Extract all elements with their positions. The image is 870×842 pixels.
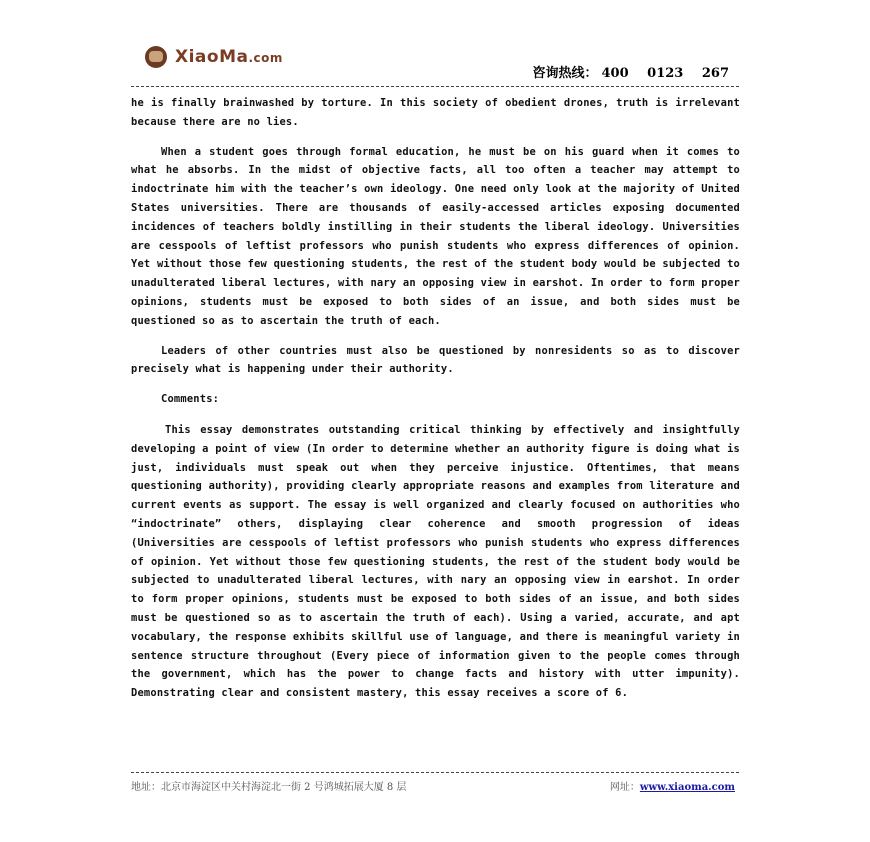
logo-text-suffix: .com — [248, 51, 283, 65]
paragraph-formal-education: When a student goes through formal education, he must be on his guard when it comes to what he absorbs. In the midst of objective facts, all too often a teacher may attempt to indoctrinate him with the teacher’s own ideology. One need only look at the majority of United States universities. There are thousands of easily-accessed articles exposing documented incidences of teachers boldly instilling in their students the liberal ideology. Universities are cesspools of leftist professors who punish students who express differences of opinion. Yet without those few questioning students, the rest of the student body would be subjected to unadulterated liberal lectures, with nary an opposing view in earshot. In order to form proper opinions, students must be exposed to both sides of an issue, and both sides must be questioned so as to ascertain the truth of each. — [131, 145, 740, 327]
paragraph-continuation: he is finally brainwashed by torture. In this society of obedient drones, truth is irrelevant because there are no lies. — [131, 97, 740, 128]
paragraph-leaders: Leaders of other countries must also be questioned by nonresidents so as to discover precisely what is happening under their authority. — [131, 344, 740, 376]
footer-divider — [131, 772, 739, 773]
footer-address: 地址：北京市海淀区中关村海淀北一街 2 号鸿城拓展大厦 8 层 — [131, 782, 407, 793]
document-body — [131, 94, 740, 714]
hotline-number: 400 0123 267 — [601, 66, 729, 81]
header-divider — [131, 86, 739, 87]
comment-text: This essay demonstrates outstanding critical thinking by effectively and insightfully developing a point of view (In order to determine whether an authority figure is doing what is just, individuals must speak out when they perceive injustice. Oftentimes, that means questioning authority), providing clearly appropriate reasons and examples from literature and current events as support. The essay is well organized and clearly focused on authorities who “indoctrinate” others, displaying clear coherence and smooth progression of ideas (Universities are cesspools of leftist professors who punish students who express differences of opinion. Yet without those few questioning students, the rest of the student body would be subjected to unadulterated liberal lectures, with nary an opposing view in earshot. In order to form proper opinions, students must be exposed to both sides of an issue, and both sides must be questioned so as to ascertain the truth of each). Using a varied, accurate, and apt vocabulary, the response exhibits skillful use of language, and there is meaningful variety in sentence structure throughout (Every piece of information given to the people comes through the government, which has the power to change facts and history with utter impunity). Demonstrating clear and consistent mastery, this essay receives a score of 6. — [131, 423, 740, 700]
logo-text — [175, 47, 283, 67]
footer-website — [610, 778, 735, 793]
logo-text-main: XiaoMa — [175, 47, 249, 67]
comments-heading: Comments: — [161, 393, 220, 406]
page-header — [131, 40, 741, 86]
logo-emblem-icon — [145, 46, 167, 68]
website-link[interactable]: www.xiaoma.com — [639, 782, 735, 793]
xiaoma-logo — [145, 46, 283, 68]
website-label: 网址： — [609, 782, 640, 793]
hotline — [532, 62, 729, 81]
hotline-label: 咨询热线： — [532, 66, 598, 81]
